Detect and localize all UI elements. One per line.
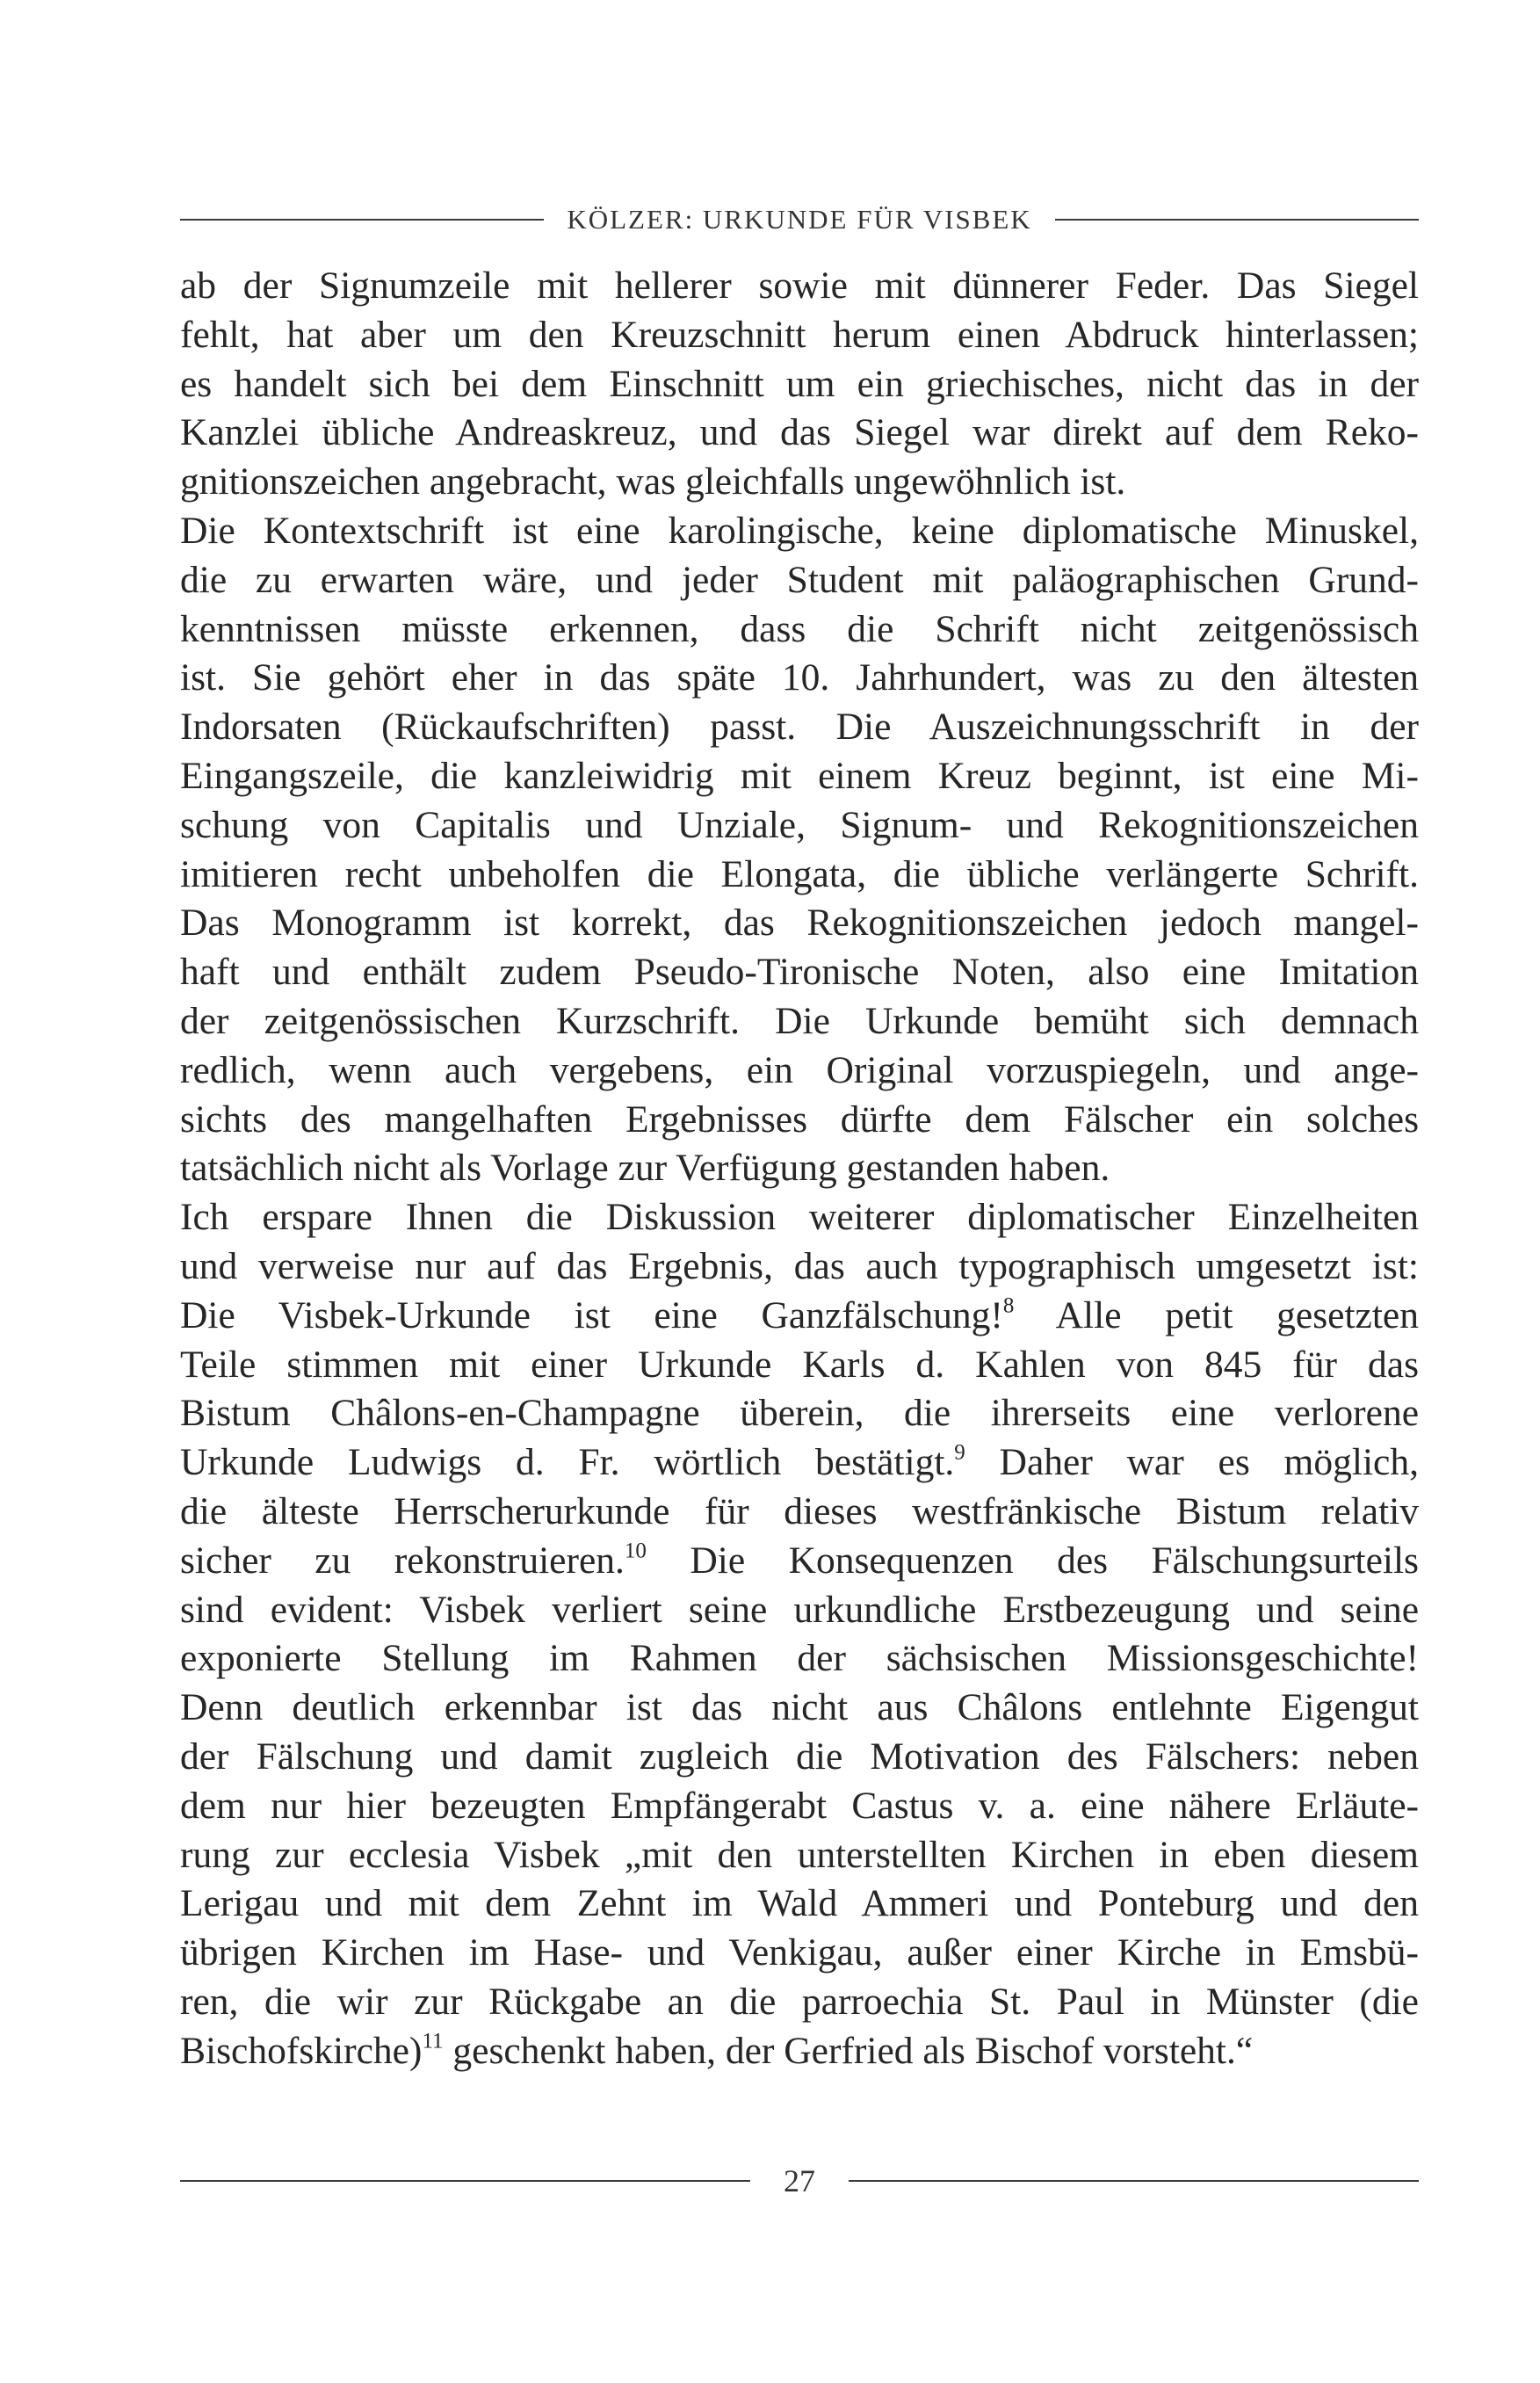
text-line: dem nur hier bezeugten Empfängerabt Castus v. a. eine nähere Erläute-	[180, 1784, 1419, 1827]
text-line: gnitionszeichen angebracht, was gleichfalls ungewöhnlich ist.	[180, 460, 1126, 503]
text-fragment: geschenkt haben, der Gerfried als Bischof vorsteht.“	[443, 2029, 1254, 2072]
text-fragment: Bischofskirche)	[180, 2029, 423, 2072]
text-line: der zeitgenössischen Kurzschrift. Die Urkunde bemüht sich demnach	[180, 999, 1419, 1042]
text-line: rung zur ecclesia Visbek „mit den unterstellten Kirchen in eben diesem	[180, 1833, 1419, 1876]
text-line: Das Monogramm ist korrekt, das Rekognitionszeichen jedoch mangel-	[180, 902, 1419, 945]
running-head-title: KÖLZER: URKUNDE FÜR VISBEK	[567, 204, 1032, 235]
paragraph-3	[180, 1193, 1419, 2075]
body-text	[180, 262, 1419, 2075]
paragraph-2	[180, 507, 1419, 1193]
text-line	[180, 1292, 1419, 1341]
text-line: Denn deutlich erkennbar ist das nicht aus Châlons entlehnte Eigengut	[180, 1686, 1419, 1729]
text-line: sind evident: Visbek verliert seine urkundliche Erstbezeugung und seine	[180, 1588, 1419, 1631]
text-line: haft und enthält zudem Pseudo-Tironische Noten, also eine Imitation	[180, 951, 1419, 994]
page-number: 27	[784, 2163, 815, 2198]
text-line: redlich, wenn auch vergebens, ein Original vorzuspiegeln, und ange-	[180, 1048, 1419, 1091]
text-line: Teile stimmen mit einer Urkunde Karls d. Kahlen von 845 für das	[180, 1343, 1419, 1386]
text-line	[180, 1438, 1419, 1488]
text-line: Die Kontextschrift ist eine karolingische, keine diplomatische Minuskel,	[180, 509, 1419, 552]
text-line: Kanzlei übliche Andreaskreuz, und das Siegel war direkt auf dem Reko-	[180, 411, 1419, 454]
footnote-ref-8[interactable]: 8	[1002, 1293, 1015, 1318]
text-line: fehlt, hat aber um den Kreuzschnitt herum einen Abdruck hinterlassen;	[180, 313, 1419, 356]
text-line: schung von Capitalis und Unziale, Signum- und Rekognitionszeichen	[180, 803, 1419, 846]
text-line: tatsächlich nicht als Vorlage zur Verfügung gestanden haben.	[180, 1147, 1110, 1190]
text-line: es handelt sich bei dem Einschnitt um ein griechisches, nicht das in der	[180, 362, 1419, 405]
footer-rule-right	[849, 2180, 1419, 2182]
text-fragment: Daher war es möglich,	[965, 1441, 1419, 1484]
text-line	[180, 1537, 1419, 1586]
text-line: Eingangszeile, die kanzleiwidrig mit einem Kreuz beginnt, ist eine Mi-	[180, 754, 1419, 797]
text-line: ren, die wir zur Rückgabe an die parroechia St. Paul in Münster (die	[180, 1980, 1419, 2023]
text-line: Ich erspare Ihnen die Diskussion weiterer diplomatischer Einzelheiten	[180, 1196, 1419, 1239]
footnote-ref-10[interactable]: 10	[624, 1539, 647, 1563]
text-fragment: Urkunde Ludwigs d. Fr. wörtlich bestätigt.	[180, 1441, 955, 1484]
text-line: Indorsaten (Rückaufschriften) passt. Die Auszeichnungsschrift in der	[180, 706, 1419, 749]
header-rule-right	[1055, 219, 1419, 221]
text-fragment: Die Konsequenzen des Fälschungsurteils	[646, 1539, 1419, 1582]
page-footer	[180, 2159, 1419, 2203]
text-line: imitieren recht unbeholfen die Elongata, die übliche verlängerte Schrift.	[180, 852, 1419, 895]
text-fragment: Alle petit gesetzten	[1014, 1293, 1419, 1336]
text-line: die zu erwarten wäre, und jeder Student mit paläographischen Grund-	[180, 558, 1419, 601]
text-line: Bistum Châlons-en-Champagne überein, die ihrerseits eine verlorene	[180, 1392, 1419, 1435]
text-line: kenntnissen müsste erkennen, dass die Schrift nicht zeitgenössisch	[180, 607, 1419, 650]
running-header	[180, 200, 1419, 239]
text-fragment: sicher zu rekonstruieren.	[180, 1539, 625, 1582]
text-line	[180, 2027, 1419, 2076]
text-line: exponierte Stellung im Rahmen der sächsischen Missionsgeschichte!	[180, 1637, 1419, 1680]
text-line: und verweise nur auf das Ergebnis, das auch typographisch umgesetzt ist:	[180, 1244, 1419, 1287]
text-line: sichts des mangelhaften Ergebnisses dürfte dem Fälscher ein solches	[180, 1097, 1419, 1141]
text-fragment: Die Visbek-Urkunde ist eine Ganzfälschung!	[180, 1293, 1003, 1336]
footer-rule-left	[180, 2180, 750, 2182]
paragraph-1	[180, 262, 1419, 507]
footnote-ref-9[interactable]: 9	[954, 1440, 965, 1465]
header-rule-left	[180, 219, 544, 221]
text-line: die älteste Herrscherurkunde für dieses westfränkische Bistum relativ	[180, 1489, 1419, 1532]
text-line: Lerigau und mit dem Zehnt im Wald Ammeri und Ponteburg und den	[180, 1882, 1419, 1925]
text-line: ist. Sie gehört eher in das späte 10. Jahrhundert, was zu den ältesten	[180, 656, 1419, 699]
text-line: übrigen Kirchen im Hase- und Venkigau, außer einer Kirche in Emsbü-	[180, 1931, 1419, 1974]
text-line: der Fälschung und damit zugleich die Motivation des Fälschers: neben	[180, 1735, 1419, 1778]
text-line: ab der Signumzeile mit hellerer sowie mit dünnerer Feder. Das Siegel	[180, 264, 1419, 307]
footnote-ref-11[interactable]: 11	[422, 2029, 444, 2053]
